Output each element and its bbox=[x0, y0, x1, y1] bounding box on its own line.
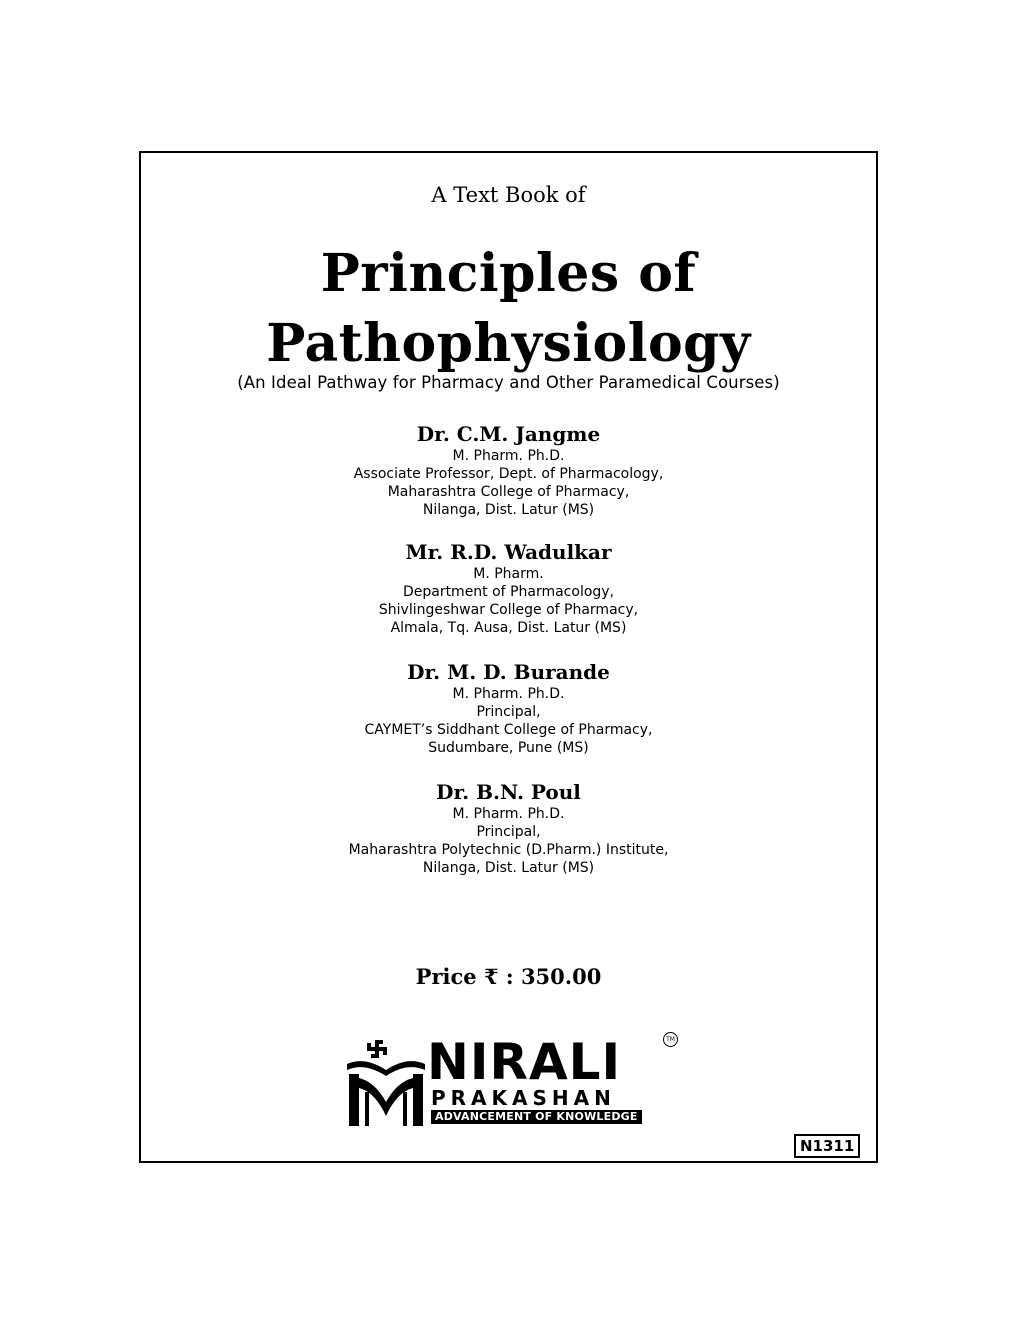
author-affiliation-line: Principal, bbox=[476, 824, 541, 840]
cover-frame bbox=[139, 151, 878, 1163]
publisher-book-mark-icon bbox=[345, 1040, 427, 1126]
author-name: Dr. M. D. Burande bbox=[407, 660, 610, 684]
author-qualification: M. Pharm. Ph.D. bbox=[452, 806, 565, 822]
book-title bbox=[141, 239, 876, 379]
publisher-logo bbox=[345, 1033, 685, 1128]
publisher-name: NIRALI bbox=[427, 1033, 622, 1091]
author-affiliation-line: Almala, Tq. Ausa, Dist. Latur (MS) bbox=[390, 620, 627, 636]
author-affiliation-line: Nilanga, Dist. Latur (MS) bbox=[422, 860, 595, 876]
pre-title: A Text Book of bbox=[431, 183, 586, 207]
trademark-mark: TM bbox=[663, 1032, 678, 1047]
author-qualification: M. Pharm. Ph.D. bbox=[452, 686, 565, 702]
author-affiliation-line: Shivlingeshwar College of Pharmacy, bbox=[378, 602, 639, 618]
author-name: Dr. B.N. Poul bbox=[436, 780, 581, 804]
author-affiliation-line: Maharashtra Polytechnic (D.Pharm.) Institute, bbox=[348, 842, 669, 858]
author-block-4 bbox=[141, 779, 876, 877]
subtitle: (An Ideal Pathway for Pharmacy and Other Paramedical Courses) bbox=[237, 373, 780, 392]
author-affiliation-line: Nilanga, Dist. Latur (MS) bbox=[422, 502, 595, 518]
author-affiliation-line: Maharashtra College of Pharmacy, bbox=[387, 484, 630, 500]
author-affiliation-line: Department of Pharmacology, bbox=[402, 584, 615, 600]
book-code: N1311 bbox=[794, 1134, 860, 1158]
publisher-subname: PRAKASHAN bbox=[431, 1086, 616, 1110]
author-block-1 bbox=[141, 421, 876, 519]
price: Price ₹ : 350.00 bbox=[415, 964, 602, 989]
author-affiliation-line: Associate Professor, Dept. of Pharmacology, bbox=[353, 466, 664, 482]
author-affiliation-line: Principal, bbox=[476, 704, 541, 720]
title-line-1: Principles of bbox=[320, 243, 697, 304]
author-qualification: M. Pharm. Ph.D. bbox=[452, 448, 565, 464]
author-affiliation-line: CAYMET’s Siddhant College of Pharmacy, bbox=[364, 722, 653, 738]
author-qualification: M. Pharm. bbox=[473, 566, 544, 582]
publisher-tagline: ADVANCEMENT OF KNOWLEDGE bbox=[431, 1110, 642, 1124]
author-block-2 bbox=[141, 539, 876, 637]
author-affiliation-line: Sudumbare, Pune (MS) bbox=[428, 740, 589, 756]
author-name: Mr. R.D. Wadulkar bbox=[405, 540, 612, 564]
title-line-2: Pathophysiology bbox=[266, 313, 751, 374]
author-block-3 bbox=[141, 659, 876, 757]
author-name: Dr. C.M. Jangme bbox=[416, 422, 601, 446]
